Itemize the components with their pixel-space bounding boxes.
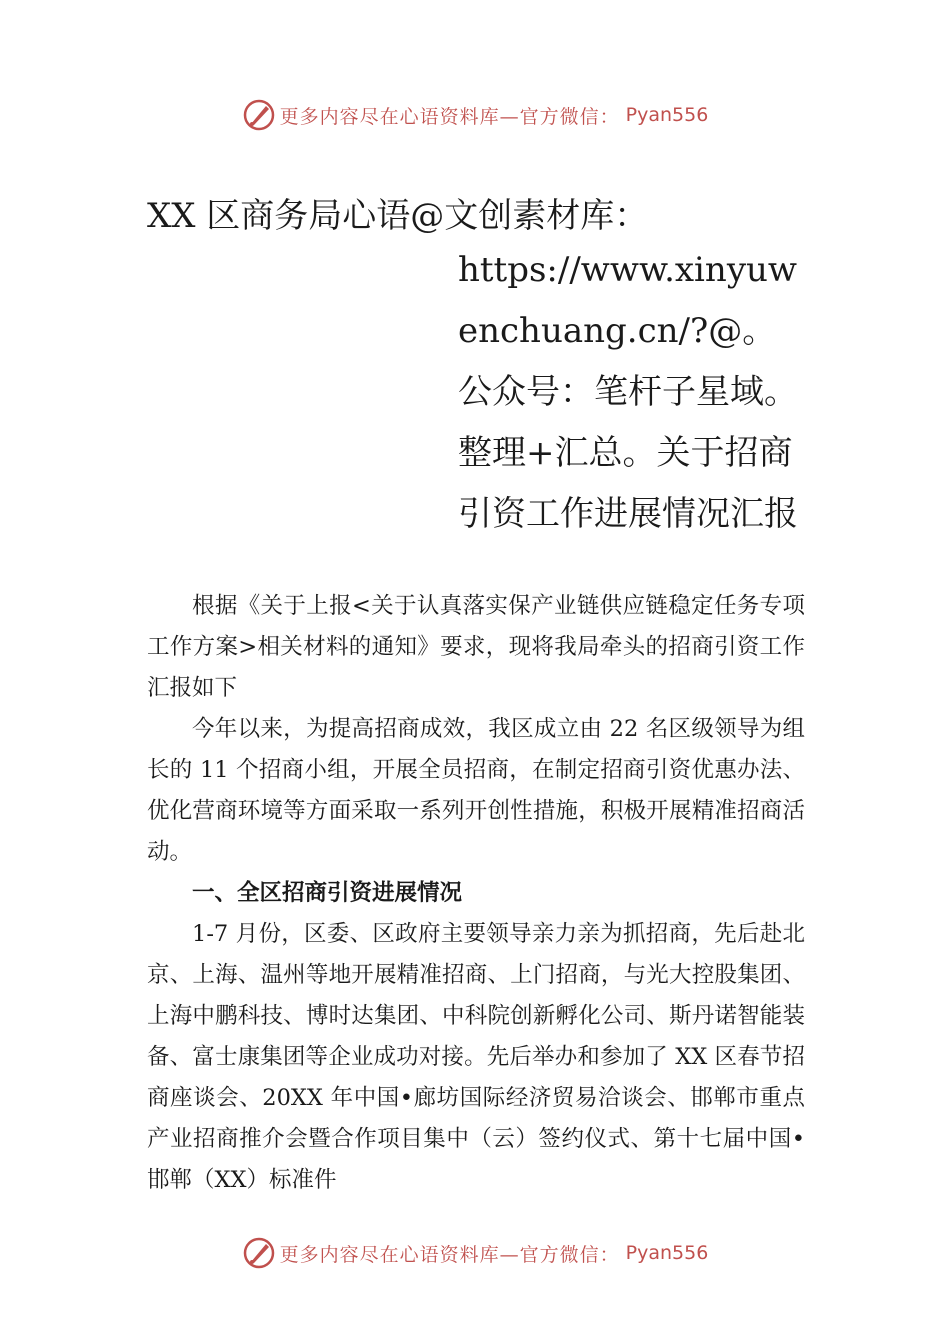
watermark-brand: 更多内容尽在心语资料库—官方微信： — [279, 1243, 620, 1266]
watermark-footer — [0, 1233, 950, 1273]
document-body — [147, 586, 805, 1201]
paragraph-2: 今年以来，为提高招商成效，我区成立由 22 名区级领导为组长的 11 个招商小组，开展全员招商，在制定招商引资优惠办法、优化营商环境等方面采取一系列开创性措施，积极开展精准招商活动。 — [147, 716, 805, 865]
paragraph-1: 根据《关于上报<关于认真落实保产业链供应链稳定任务专项工作方案>相关材料的通知》要求，现将我局牵头的招商引资工作汇报如下 — [147, 593, 805, 701]
paragraph-3: 1-7 月份，区委、区政府主要领导亲力亲为抓招商，先后赴北京、上海、温州等地开展精准招商、上门招商，与光大控股集团、上海中鹏科技、博时达集团、中科院创新孵化公司、斯丹诺智能装备、富士康集团等企业成功对接。先后举办和参加了 XX 区春节招商座谈会、20XX 年中国•廊坊国际经济贸易洽谈会、邯郸市重点产业招商推介会暨合作项目集中（云）签约仪式、第十七届中国•邯郸（XX）标准件 — [147, 921, 805, 1193]
watermark-account: Pyan556 — [625, 1242, 709, 1264]
quill-logo-icon — [242, 98, 276, 132]
quill-logo-icon — [242, 1236, 276, 1270]
document-title-line1: XX 区商务局心语@文创素材库： — [147, 196, 649, 236]
watermark-account: Pyan556 — [625, 104, 709, 126]
watermark-header — [0, 95, 950, 135]
document-title-block: https://www.xinyuwenchuang.cn/?@。公众号：笔杆子星域。整理+汇总。关于招商引资工作进展情况汇报 — [458, 250, 798, 534]
watermark-brand: 更多内容尽在心语资料库—官方微信： — [279, 105, 620, 128]
section-heading-1: 一、全区招商引资进展情况 — [192, 880, 463, 906]
